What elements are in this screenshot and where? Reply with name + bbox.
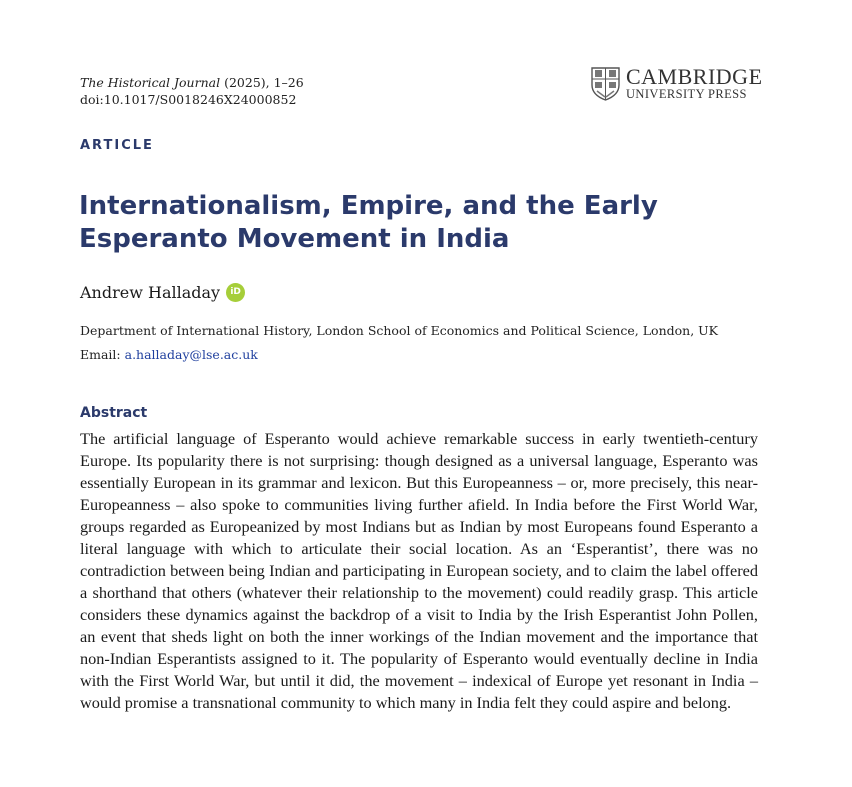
article-title: Internationalism, Empire, and the Early Esperanto Movement in India — [79, 191, 658, 254]
journal-name: The Historical Journal — [80, 75, 221, 90]
affiliation-block — [80, 319, 718, 367]
abstract-heading: Abstract — [80, 405, 148, 421]
journal-year-pages: (2025), 1–26 — [224, 75, 304, 90]
publisher-name-line1: CAMBRIDGE — [626, 64, 763, 89]
affiliation: Department of International History, London School of Economics and Political Science, London, UK — [80, 323, 719, 338]
author-line — [80, 283, 245, 302]
abstract-text: The artificial language of Esperanto would achieve remarkable success in early twentieth-century Europe. Its popularity there is not surprising: though designed as a universal language, Esperanto was essentially European in its grammar and lexicon. But this Europeanness – or, more precisely, this near-Europeanness – also spoke to communities living further afield. In India before the First World War, groups regarded as Europeanized by most Indians but as Indian by most Europeans found Esperanto a literal language with which to articulate their social location. As an ‘Esperantist’, there was no contradiction between being Indian and participating in European society, and to claim the label offered a shorthand that others (whatever their relationship to the movement) could readily grasp. This article considers these dynamics against the backdrop of a visit to India by the Irish Esperantist John Pollen, an event that sheds light on both the inner workings of the Indian movement and the importance that non-Indian Esperantists assigned to it. The popularity of Esperanto would eventually decline in India with the First World War, but until it did, the movement – indexical of Europe yet resonant in India – would promise a transnational community to which many in India felt they could aspire and belong. — [80, 429, 758, 712]
email-label: Email: — [80, 347, 121, 362]
article-type-label: ARTICLE — [80, 138, 154, 153]
publisher-name-line2: UNIVERSITY PRESS — [626, 87, 747, 101]
orcid-icon[interactable]: iD — [226, 283, 245, 302]
cambridge-shield-icon — [591, 67, 620, 101]
author-name[interactable]: Andrew Halladay — [80, 283, 221, 302]
journal-citation — [80, 74, 304, 108]
email-link[interactable]: a.halladay@lse.ac.uk — [124, 347, 258, 362]
doi: doi:10.1017/S0018246X24000852 — [80, 92, 297, 107]
publisher-logo — [591, 64, 763, 102]
